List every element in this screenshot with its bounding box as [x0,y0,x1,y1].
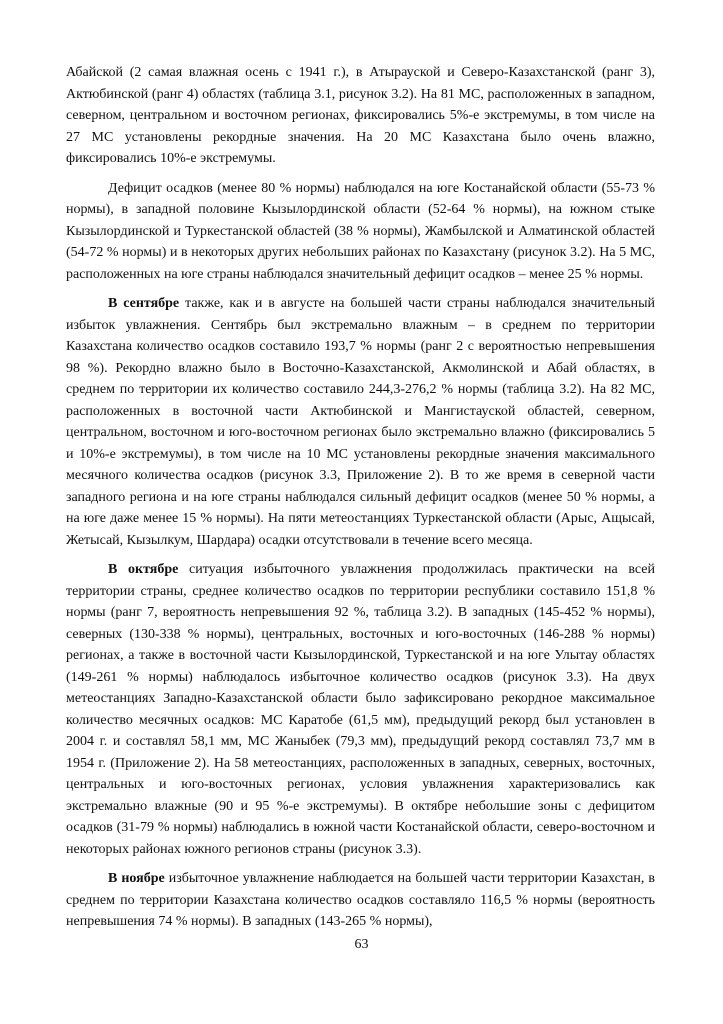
paragraph-continuation [66,62,655,170]
paragraph-text: также, как и в августе на большей части страны наблюдался значительный избыток увлажнения. Сентябрь был экстремально влажным – в среднем по территории Казахстана количество осадков составило 193,7 % нормы (ранг 2 с вероятностью непревышения 98 %). Рекордно влажно было в Восточно-Казахстанской, Акмолинской и Абай областях, в среднем по территории их количество составило 244,3-276,2 % нормы (таблица 3.2). На 82 МС, расположенных в восточной части Актюбинской и Мангистауской областей, северном, центральном, восточном и юго-восточном регионах было экстремально влажно (фиксировались 5 и 10%-е экстремумы), в том числе на 10 МС установлены рекордные значения максимального месячного количества осадков (рисунок 3.3, Приложение 2). В то же время в северной части западного региона и на юге страны наблюдался сильный дефицит осадков (менее 50 % нормы, а на юге даже менее 15 % нормы). На пяти метеостанциях Туркестанской области (Арыс, Ащысай, Жетысай, Кызылкум, Шардара) осадки отсутствовали в течение всего месяца. [66,296,655,548]
paragraph-november [66,868,655,933]
month-heading-september: В сентябре [108,296,180,311]
month-heading-october: В октябре [108,562,179,577]
page-number: 63 [354,937,369,952]
paragraph-text: избыточное увлажнение наблюдается на большей части территории Казахстан, в среднем по территории Казахстана количество осадков составляло 116,5 % нормы (вероятность непревышения 74 % нормы). В западных (143-265 % нормы), [66,871,655,929]
paragraph-text: ситуация избыточного увлажнения продолжилась практически на всей территории страны, среднее количество осадков по территории республики составило 151,8 % нормы (ранг 7, вероятность непревышения 92 %, таблица 3.2). В западных (145-452 % нормы), северных (130-338 % нормы), центральных, восточных и юго-восточных (146-288 % нормы) регионах, а также в восточной части Кызылординской, Туркестанской и на юге Улытау областях (149-261 % нормы) наблюдалось избыточное количество осадков (рисунок 3.3). На двух метеостанциях Западно-Казахстанской области было зафиксировано рекордное максимальное количество месячных осадков: МС Каратобе (61,5 мм), предыдущий рекорд был установлен в 2004 г. и составлял 58,1 мм, МС Жаныбек (79,3 мм), предыдущий рекорд составлял 73,7 мм в 1954 г. (Приложение 2). На 58 метеостанциях, расположенных в западных, северных, восточных, центральных и юго-восточных регионах, условия увлажнения характеризовались как экстремально влажные (90 и 95 %-е экстремумы). В октябре небольшие зоны с дефицитом осадков (31-79 % нормы) наблюдались в южной части Костанайской области, северо-восточном и некоторых районах южного регионов страны (рисунок 3.3). [66,562,656,857]
paragraph-october [66,559,655,860]
paragraph-text: Абайской (2 самая влажная осень с 1941 г.), в Атырауской и Северо-Казахстанской (ранг 3), Актюбинской (ранг 4) областях (таблица 3.1, рисунок 3.2). На 81 МС, расположенных в западном, северном, центральном и восточном регионах, фиксировались 5%-е экстремумы, в том числе на 27 МС установлены рекордные значения. На 20 МС Казахстана было очень влажно, фиксировались 10%-е экстремумы. [66,65,655,166]
paragraph-september [66,293,655,551]
month-heading-november: В ноябре [108,871,165,886]
paragraph-precipitation-deficit [66,178,655,286]
paragraph-text: Дефицит осадков (менее 80 % нормы) наблюдался на юге Костанайской области (55-73 % нормы), в западной половине Кызылординской области (52-64 % нормы), на южном стыке Кызылординской и Туркестанской областей (38 % нормы), Жамбылской и Алматинской областей (54-72 % нормы) и в некоторых других небольших районах по Казахстану (рисунок 3.2). На 5 МС, расположенных на юге страны наблюдался значительный дефицит осадков – менее 25 % нормы. [66,180,655,282]
body-text [66,62,655,941]
